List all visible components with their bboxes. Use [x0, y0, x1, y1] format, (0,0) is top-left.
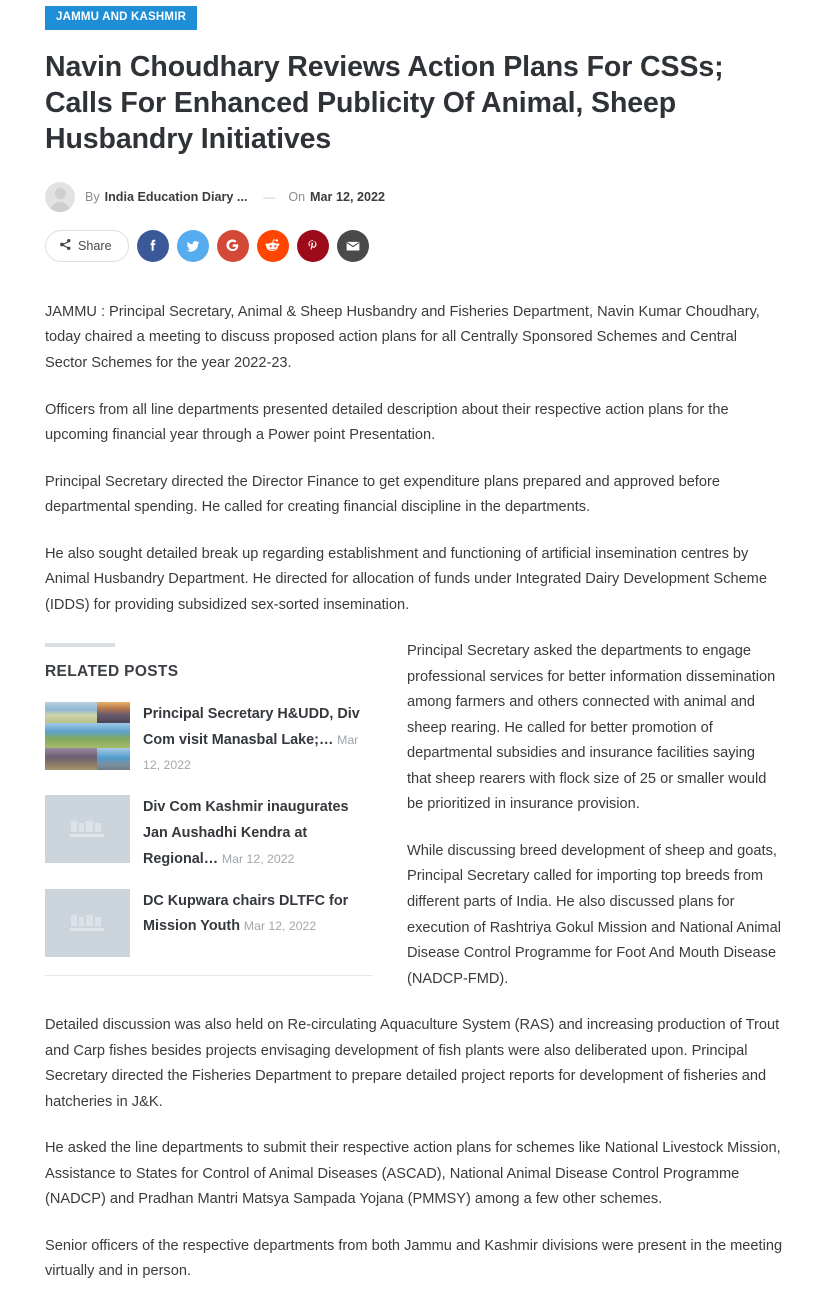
by-label: By [85, 189, 100, 204]
related-post-thumbnail [45, 795, 130, 863]
share-icon [59, 238, 72, 254]
related-post-date: Mar 12, 2022 [243, 919, 317, 934]
google-share-icon[interactable] [217, 230, 249, 262]
related-post-title[interactable]: DC Kupwara chairs DLTFC for Mission Youth [143, 892, 349, 935]
pinterest-share-icon[interactable] [297, 230, 329, 262]
related-post-date: Mar 12, 2022 [221, 851, 295, 866]
related-post-item[interactable] [45, 795, 373, 872]
related-post-title[interactable]: Principal Secretary H&UDD, Div Com visit Manasbal Lake;… [143, 705, 360, 748]
paragraph-3: Principal Secretary directed the Director Finance to get expenditure plans prepared and approved before departmental spending. He called for creating financial discipline in the departments. [45, 473, 720, 516]
byline [45, 180, 783, 214]
twitter-share-icon[interactable] [177, 230, 209, 262]
article-body [45, 300, 783, 1306]
related-post-thumbnail [45, 889, 130, 957]
paragraph-1: JAMMU : Principal Secretary, Animal & Sheep Husbandry and Fisheries Department, Navin Kumar Choudhary, today chaired a meeting to discuss proposed action plans for all Centrally Sponsored Schemes and Central Sector Schemes for the year 2022-23. [45, 303, 760, 371]
share-row [45, 230, 783, 262]
page-title: Navin Choudhary Reviews Action Plans For CSSs; Calls For Enhanced Publicity Of Animal, Sheep Husbandry Initiatives [45, 50, 724, 156]
paragraph-9: Senior officers of the respective departments from both Jammu and Kashmir divisions were present in the meeting virtually and in person. [45, 1237, 783, 1280]
author-name[interactable]: India Education Diary ... [104, 189, 248, 204]
on-label: On [288, 189, 306, 204]
related-post-date: Mar 12, 2022 [143, 732, 359, 773]
paragraph-2: Officers from all line departments presented detailed description about their respective action plans for the upcoming financial year through a Power point Presentation. [45, 401, 729, 444]
email-share-icon[interactable] [337, 230, 369, 262]
byline-separator: — [263, 189, 276, 204]
category-badge[interactable]: JAMMU AND KASHMIR [45, 6, 197, 30]
facebook-share-icon[interactable] [137, 230, 169, 262]
paragraph-4: He also sought detailed break up regarding establishment and functioning of artificial insemination centres by Animal Husbandry Department. He directed for allocation of funds under Integrated Dairy Development Scheme (IDDS) for providing subsidized sex-sorted insemination. [45, 545, 767, 613]
related-post-item[interactable] [45, 702, 373, 779]
reddit-share-icon[interactable] [257, 230, 289, 262]
share-button[interactable] [45, 230, 129, 262]
share-button-label: Share [78, 238, 112, 253]
related-post-thumbnail [45, 702, 130, 770]
related-post-item[interactable] [45, 889, 373, 957]
paragraph-5: Principal Secretary asked the departments to engage professional services for better information dissemination among farmers and others connected with animal and sheep rearing. He called for better promotion of departmental subsidies and insurance facilities saying that sheep rearers with flock size of 25 or smaller would be prioritized in insurance provision. [407, 643, 776, 813]
related-post-title[interactable]: Div Com Kashmir inaugurates Jan Aushadhi Kendra at Regional… [143, 799, 349, 867]
paragraph-6: While discussing breed development of sheep and goats, Principal Secretary called for importing top breeds from different parts of India. He also discussed plans for execution of Rashtriya Gokul Mission and National Animal Disease Control Programme for Foot And Mouth Disease (NADCP-FMD). [407, 842, 781, 987]
avatar [45, 182, 75, 212]
paragraph-8: He asked the line departments to submit their respective action plans for schemes like National Livestock Mission, Assistance to States for Control of Animal Diseases (ASCAD), National Animal Disease Control Programme (NADCP) and Pradhan Mantri Matsya Sampada Yojana (PMMSY) among a few other schemes. [45, 1140, 781, 1208]
related-posts-accent-bar [45, 643, 115, 647]
publish-date: Mar 12, 2022 [310, 189, 385, 204]
related-posts-box [45, 643, 373, 975]
related-posts-heading: RELATED POSTS [45, 663, 179, 681]
paragraph-7: Detailed discussion was also held on Re-circulating Aquaculture System (RAS) and increasing production of Trout and Carp fishes besides projects envisaging development of fish plants were also deliberated upon. Principal Secretary directed the Fisheries Department to prepare detailed project reports for development of fisheries and hatcheries in J&K. [45, 1017, 780, 1110]
category-row [0, 0, 828, 30]
